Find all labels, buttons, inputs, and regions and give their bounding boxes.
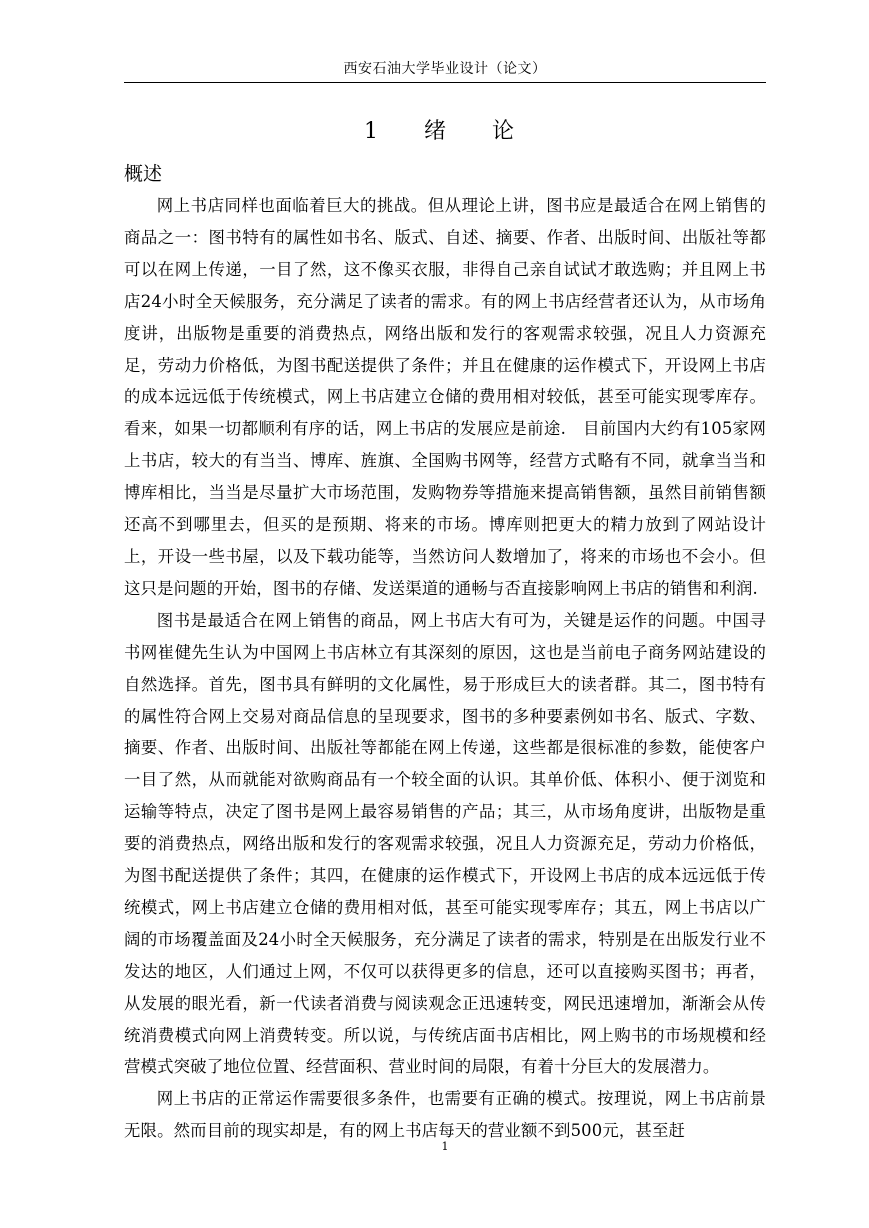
chapter-title: 1 绪 论 [364,119,526,144]
paragraph: 网上书店的正常运作需要很多条件，也需要有正确的模式。按理说，网上书店前景无限。然而目前的现实却是，有的网上书店每天的营业额不到500元，甚至赶 [124,1089,766,1141]
header-divider [124,82,766,83]
paragraph: 图书是最适合在网上销售的商品，网上书店大有可为，关键是运作的问题。中国寻书网崔健先生认为中国网上书店林立有其深刻的原因，这也是当前电子商务网站建设的自然选择。首先，图书具有鲜明的文化属性，易于形成巨大的读者群。其二，图书特有的属性符合网上交易对商品信息的呈现要求，图书的多种要素例如书名、版式、字数、摘要、作者、出版时间、出版社等都能在网上传递，这些都是很标准的参数，能使客户一目了然，从而就能对欲购商品有一个较全面的认识。其单价低、体积小、便于浏览和运输等特点，决定了图书是网上最容易销售的产品；其三，从市场角度讲，出版物是重要的消费热点，网络出版和发行的客观需求较强，况且人力资源充足，劳动力价格低，为图书配送提供了条件；其四，在健康的运作模式下，开设网上书店的成本远远低于传统模式，网上书店建立仓储的费用相对低，甚至可能实现零库存；其五，网上书店以广阔的市场覆盖面及24小时全天候服务，充分满足了读者的需求，特别是在出版发行业不发达的地区，人们通过上网，不仅可以获得更多的信息，还可以直接购买图书；再者，从发展的眼光看，新一代读者消费与阅读观念正迅速转变，网民迅速增加，渐渐会从传统消费模式向网上消费转变。所以说，与传统店面书店相比，网上购书的市场规模和经营模式突破了地位位置、经营面积、营业时间的局限，有着十分巨大的发展潜力。 [124,610,766,1077]
body-text [124,190,766,1147]
section-title: 概述 [124,163,163,185]
page-number: 1 [441,1140,449,1153]
running-header: 西安石油大学毕业设计（论文） [343,61,547,77]
paragraph: 网上书店同样也面临着巨大的挑战。但从理论上讲，图书应是最适合在网上销售的商品之一：图书特有的属性如书名、版式、自述、摘要、作者、出版时间、出版社等都可以在网上传递，一目了然，这不像买衣服，非得自己亲自试试才敢选购；并且网上书店24小时全天候服务，充分满足了读者的需求。有的网上书店经营者还认为，从市场角度讲，出版物是重要的消费热点，网络出版和发行的客观需求较强，况且人力资源充足，劳动力价格低，为图书配送提供了条件；并且在健康的运作模式下，开设网上书店的成本远远低于传统模式，网上书店建立仓储的费用相对较低，甚至可能实现零库存。看来，如果一切都顺利有序的话，网上书店的发展应是前途. 目前国内大约有105家网上书店，较大的有当当、博库、旌旗、全国购书网等，经营方式略有不同，就拿当当和博库相比，当当是尽量扩大市场范围，发购物券等措施来提高销售额，虽然目前销售额还高不到哪里去，但买的是预期、将来的市场。博库则把更大的精力放到了网站设计上，开设一些书屋，以及下载功能等，当然访问人数增加了，将来的市场也不会小。但这只是问题的开始，图书的存储、发送渠道的通畅与否直接影响网上书店的销售和利润. [124,196,766,598]
